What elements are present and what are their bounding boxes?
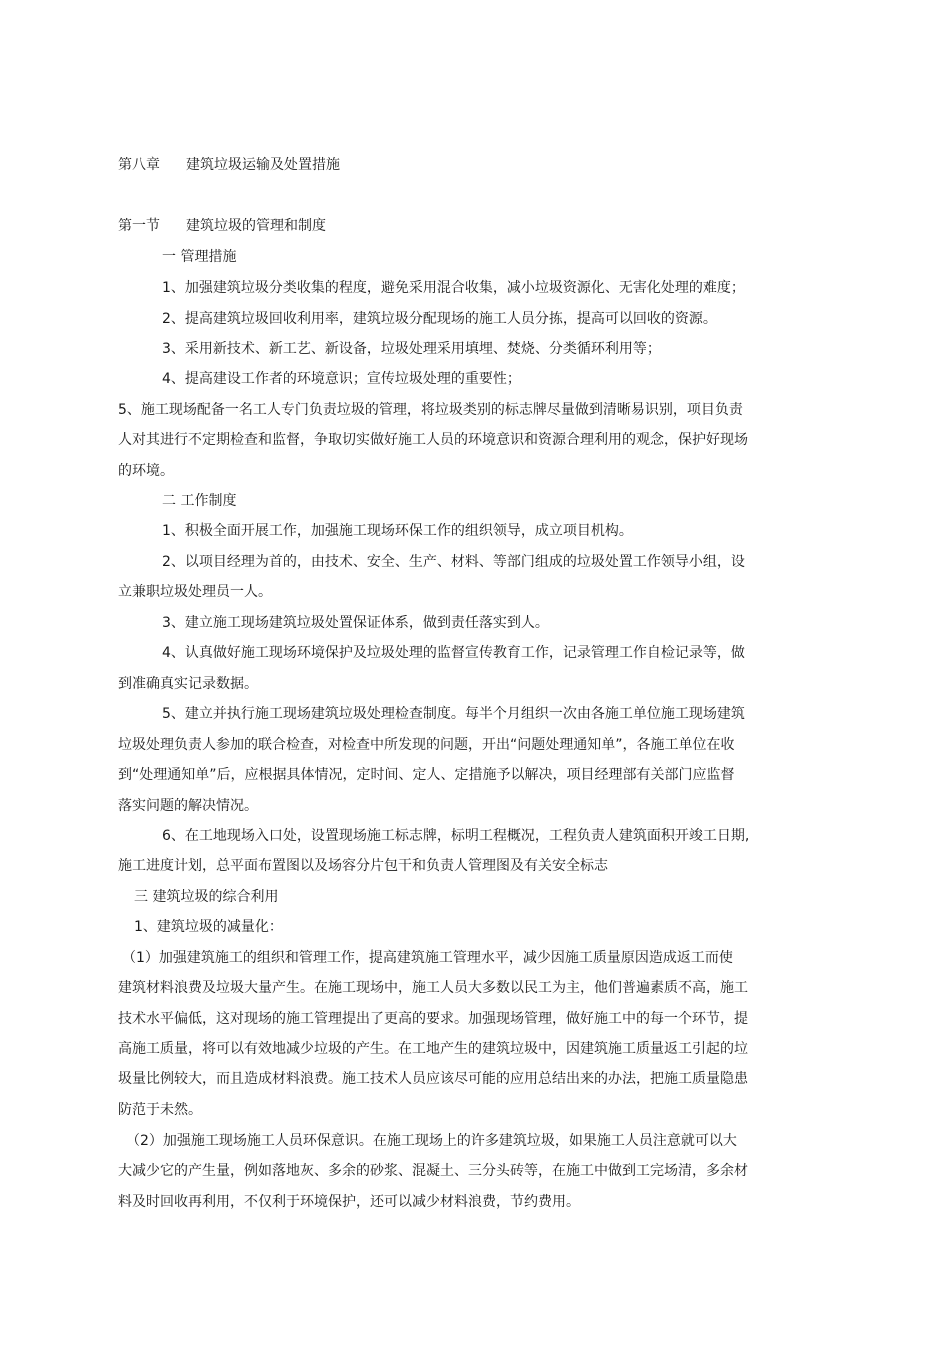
paragraph-line: 技术水平偏低，这对现场的施工管理提出了更高的要求。加强现场管理，做好施工中的每一个环节，提 [118,1011,748,1027]
paragraph-line: 圾量比例较大，而且造成材料浪费。施工技术人员应该尽可能的应用总结出来的办法，把施工质量隐患 [118,1071,748,1087]
chapter-number: 第八章 [118,157,160,173]
paragraph-line: 1、加强建筑垃圾分类收集的程度，避免采用混合收集，减小垃圾资源化、无害化处理的难度； [162,280,745,296]
paragraph-line: 大减少它的产生量，例如落地灰、多余的砂浆、混凝土、三分头砖等，在施工中做到工完场清，多余材 [118,1163,748,1179]
section-heading [118,218,748,234]
paragraph-line: 人对其进行不定期检查和监督，争取切实做好施工人员的环境意识和资源合理利用的观念，保护好现场 [118,432,748,448]
chapter-heading [118,157,748,173]
paragraph-line: 立兼职垃圾处理员一人。 [118,584,272,600]
paragraph-line: （1）加强建筑施工的组织和管理工作，提高建筑施工管理水平，减少因施工质量原因造成返工而使 [122,950,733,966]
paragraph-line: 2、提高建筑垃圾回收利用率，建筑垃圾分配现场的施工人员分拣，提高可以回收的资源。 [162,311,717,327]
paragraph-line: 3、采用新技术、新工艺、新设备，垃圾处理采用填埋、焚烧、分类循环利用等； [162,341,661,357]
paragraph-line: 2、以项目经理为首的，由技术、安全、生产、材料、等部门组成的垃圾处置工作领导小组，设 [162,554,745,570]
paragraph-line: 到“处理通知单”后，应根据具体情况，定时间、定人、定措施予以解决，项目经理部有关部门应监督 [118,767,735,783]
paragraph-line: 4、提高建设工作者的环境意识；宣传垃圾处理的重要性； [162,371,521,387]
chapter-title: 建筑垃圾运输及处置措施 [186,157,340,173]
subheading-work-system: 二 工作制度 [162,493,237,509]
paragraph-line: 5、建立并执行施工现场建筑垃圾处理检查制度。每半个月组织一次由各施工单位施工现场建筑 [162,706,745,722]
paragraph-line: 1、建筑垃圾的减量化： [134,919,283,935]
paragraph-line: 料及时回收再利用，不仅利于环境保护，还可以减少材料浪费，节约费用。 [118,1194,580,1210]
section-number: 第一节 [118,218,160,234]
paragraph-line: 施工进度计划，总平面布置图以及场容分片包干和负责人管理图及有关安全标志 [118,858,608,874]
subheading-comprehensive-use: 三 建筑垃圾的综合利用 [134,889,279,905]
paragraph-line: （2）加强施工现场施工人员环保意识。在施工现场上的许多建筑垃圾，如果施工人员注意就可以大 [126,1133,737,1149]
paragraph-line: 3、建立施工现场建筑垃圾处置保证体系，做到责任落实到人。 [162,615,549,631]
paragraph-line: 6、在工地现场入口处，设置现场施工标志牌，标明工程概况，工程负责人建筑面积开竣工日期, [162,828,750,844]
paragraph-line: 的环境。 [118,463,174,479]
paragraph-line: 防范于未然。 [118,1102,202,1118]
subheading-management-measures: 一 管理措施 [162,249,237,265]
paragraph-line: 高施工质量，将可以有效地减少垃圾的产生。在工地产生的建筑垃圾中，因建筑施工质量返工引起的垃 [118,1041,748,1057]
paragraph-line: 4、认真做好施工现场环境保护及垃圾处理的监督宣传教育工作，记录管理工作自检记录等，做 [162,645,745,661]
paragraph-line: 到准确真实记录数据。 [118,676,258,692]
section-title: 建筑垃圾的管理和制度 [186,218,326,234]
paragraph-line: 垃圾处理负责人参加的联合检查，对检查中所发现的问题，开出“问题处理通知单”，各施工单位在收 [118,737,735,753]
paragraph-line: 建筑材料浪费及垃圾大量产生。在施工现场中，施工人员大多数以民工为主，他们普遍素质不高，施工 [118,980,748,996]
paragraph-line: 落实问题的解决情况。 [118,798,258,814]
paragraph-line: 5、施工现场配备一名工人专门负责垃圾的管理，将垃圾类别的标志牌尽量做到清晰易识别，项目负责 [118,402,743,418]
paragraph-line: 1、积极全面开展工作，加强施工现场环保工作的组织领导，成立项目机构。 [162,523,633,539]
